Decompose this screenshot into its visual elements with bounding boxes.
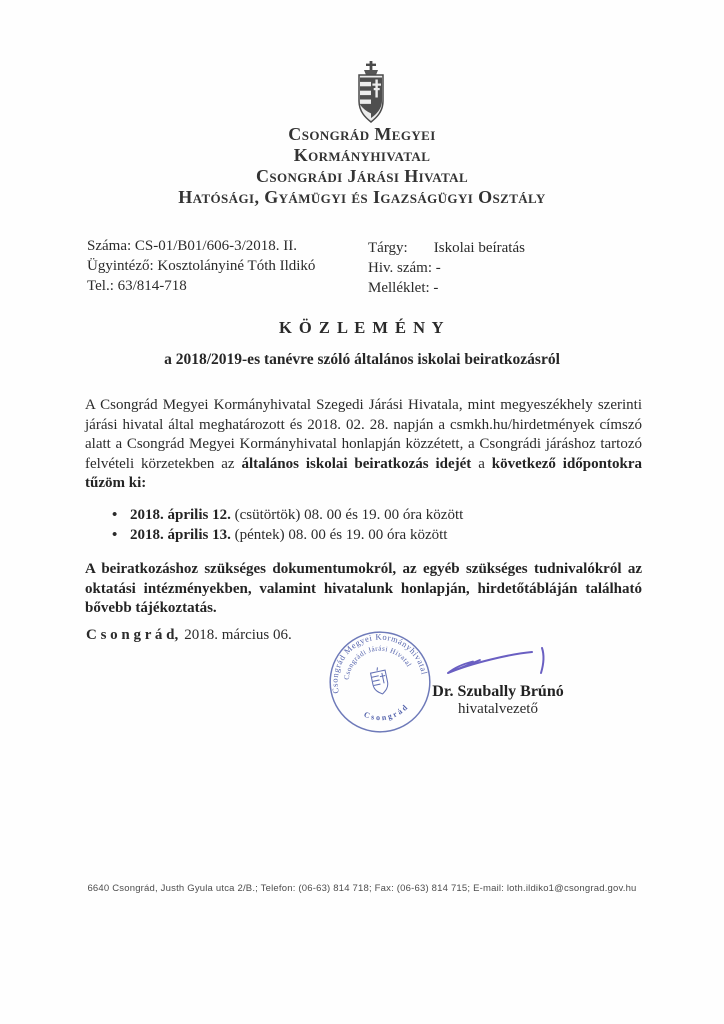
org-header bbox=[0, 124, 724, 208]
subject-value: Iskolai beíratás bbox=[433, 240, 525, 256]
p1-bold-dates: következő időpontokra tűzöm ki: bbox=[85, 455, 642, 491]
enrollment-date-list bbox=[112, 506, 463, 545]
signer-name: Dr. Szubally Brúnó bbox=[432, 683, 564, 700]
document-title: K Ö Z L E M É N Y bbox=[278, 318, 446, 337]
bullet1-date: 2018. április 12. bbox=[130, 507, 231, 523]
reference-block-right bbox=[368, 238, 525, 298]
org-line-1: Csongrád Megyei bbox=[288, 124, 436, 144]
p1-text: A Csongrád Megyei Kormányhivatal Szegedi Járási Hivatala, mint megyeszékhely szerinti járási hivatal által meghatározott és 2018. 02. 28. napján a csmkh.hu/hirdetmények címszó alatt a Csongrád Megyei Kormányhivatal honlapján közzétett, a Csongrádi járáshoz tartozó felvételi körzetekben az bbox=[85, 397, 642, 472]
dateline-date: 2018. március 06. bbox=[184, 627, 292, 643]
reference-block-left bbox=[87, 236, 315, 296]
dateline-city: C s o n g r á d, bbox=[86, 627, 179, 643]
org-line-2: Kormányhivatal bbox=[293, 145, 431, 165]
org-line-4: Hatósági, Gyámügyi és Igazságügyi Osztály bbox=[178, 187, 546, 207]
dateline bbox=[86, 627, 292, 644]
hungarian-coat-of-arms-icon bbox=[352, 60, 390, 124]
phone-number: Tel.: 63/814-718 bbox=[87, 278, 187, 294]
attachment-row: Melléklet: - bbox=[368, 280, 439, 296]
body-paragraph-1 bbox=[85, 396, 642, 494]
document-subtitle: a 2018/2019-es tanévre szóló általános iskolai beiratkozásról bbox=[164, 351, 560, 368]
bullet2-detail: (péntek) 08. 00 és 19. 00 óra között bbox=[230, 526, 448, 543]
stamp-coat-of-arms-icon bbox=[370, 666, 390, 696]
stamp-inner-text: Csongrádi Járási Hivatal bbox=[342, 644, 413, 681]
subject-label: Tárgy: bbox=[368, 240, 408, 256]
footer-contact-line: 6640 Csongrád, Justh Gyula utca 2/B.; Telefon: (06-63) 814 718; Fax: (06-63) 814 715; E-mail: loth.ildiko1@csongrad.gov.hu bbox=[87, 883, 637, 894]
list-item bbox=[112, 506, 463, 526]
case-officer: Ügyintéző: Kosztolányiné Tóth Ildikó bbox=[87, 258, 316, 274]
body-paragraph-2: A beiratkozáshoz szükséges dokumentumokról, az egyéb szükséges tudnivalókról az oktatási intézményekben, valamint hivatalunk honlapján, hirdetőtábláján található bővebb tájékoztatás. bbox=[85, 561, 642, 616]
ref-number-row: Hiv. szám: - bbox=[368, 260, 441, 276]
p1-bold-enrollment: általános iskolai beiratkozás idejét bbox=[241, 455, 472, 472]
org-line-3: Csongrádi Járási Hivatal bbox=[255, 166, 469, 186]
signature-block bbox=[397, 682, 599, 718]
bullet2-date: 2018. április 13. bbox=[130, 526, 231, 543]
stamp-outer-text: Csongrád Megyei Kormányhivatal bbox=[329, 631, 430, 695]
list-item bbox=[112, 526, 463, 546]
handwritten-signature bbox=[440, 645, 560, 681]
bullet1-detail: (csütörtök) 08. 00 és 19. 00 óra között bbox=[230, 507, 464, 523]
stamp-bottom-text: Csongrád bbox=[362, 701, 411, 723]
case-number: Száma: CS-01/B01/606-3/2018. II. bbox=[87, 238, 297, 254]
subject-row bbox=[368, 238, 525, 258]
p1-text-2: a bbox=[471, 455, 492, 472]
signer-role: hivatalvezető bbox=[458, 701, 538, 717]
